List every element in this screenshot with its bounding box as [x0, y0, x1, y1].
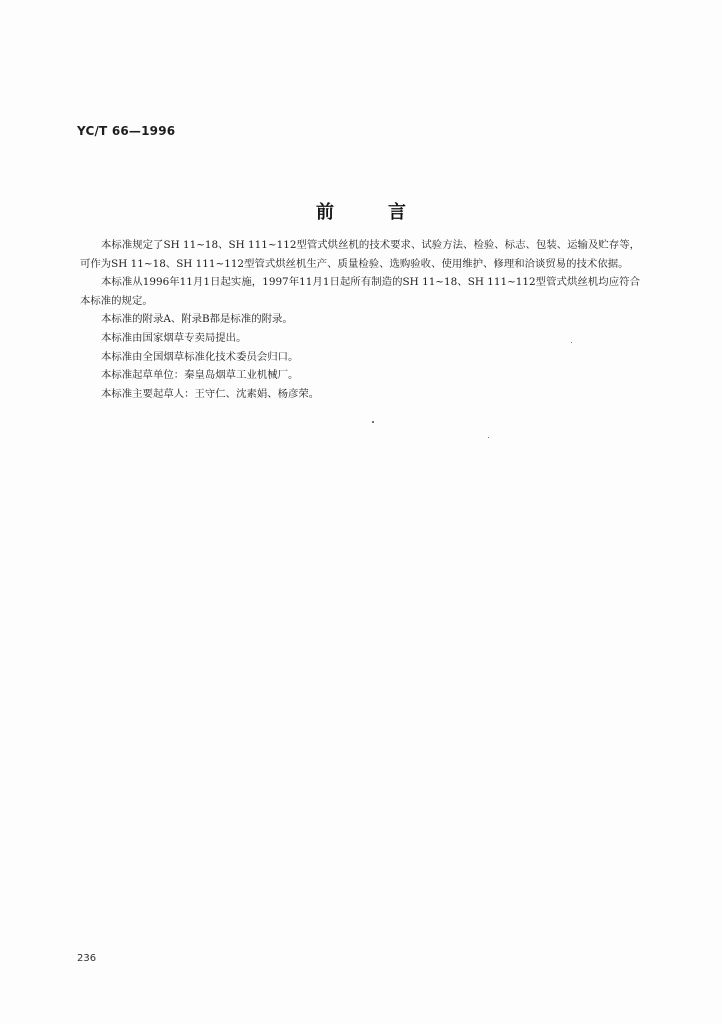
paragraph-effective-date: 本标准从1996年11月1日起实施，1997年11月1日起所有制造的SH 11~18、SH 111~112型管式烘丝机均应符合本标准的规定。 [80, 276, 640, 307]
title-char-1: 前 [316, 202, 334, 223]
paragraph-proposer: 本标准由国家烟草专卖局提出。 [101, 331, 247, 344]
paragraph-drafters: 本标准主要起草人：王守仁、沈素娟、杨彦荣。 [101, 387, 320, 400]
standard-code: YC/T 66—1996 [77, 124, 176, 138]
title-char-2: 言 [388, 202, 406, 223]
scan-speck [372, 421, 374, 423]
scan-speck [571, 342, 572, 343]
page-number: 236 [77, 953, 97, 964]
paragraph-scope: 本标准规定了SH 11~18、SH 111~112型管式烘丝机的技术要求、试验方法、检验、标志、包装、运输及贮存等，可作为SH 11~18、SH 111~112型管式烘丝机生产、质量检验、选购验收、使用维护、修理和洽谈贸易的技术依据。 [80, 239, 640, 270]
paragraph-administrator: 本标准由全国烟草标准化技术委员会归口。 [101, 350, 299, 363]
section-title [0, 198, 722, 224]
paragraph-drafting-unit: 本标准起草单位：秦皇岛烟草工业机械厂。 [101, 369, 299, 382]
paragraph-appendix: 本标准的附录A、附录B都是标准的附录。 [101, 313, 293, 326]
foreword-body [80, 236, 640, 403]
scan-speck [488, 437, 489, 438]
